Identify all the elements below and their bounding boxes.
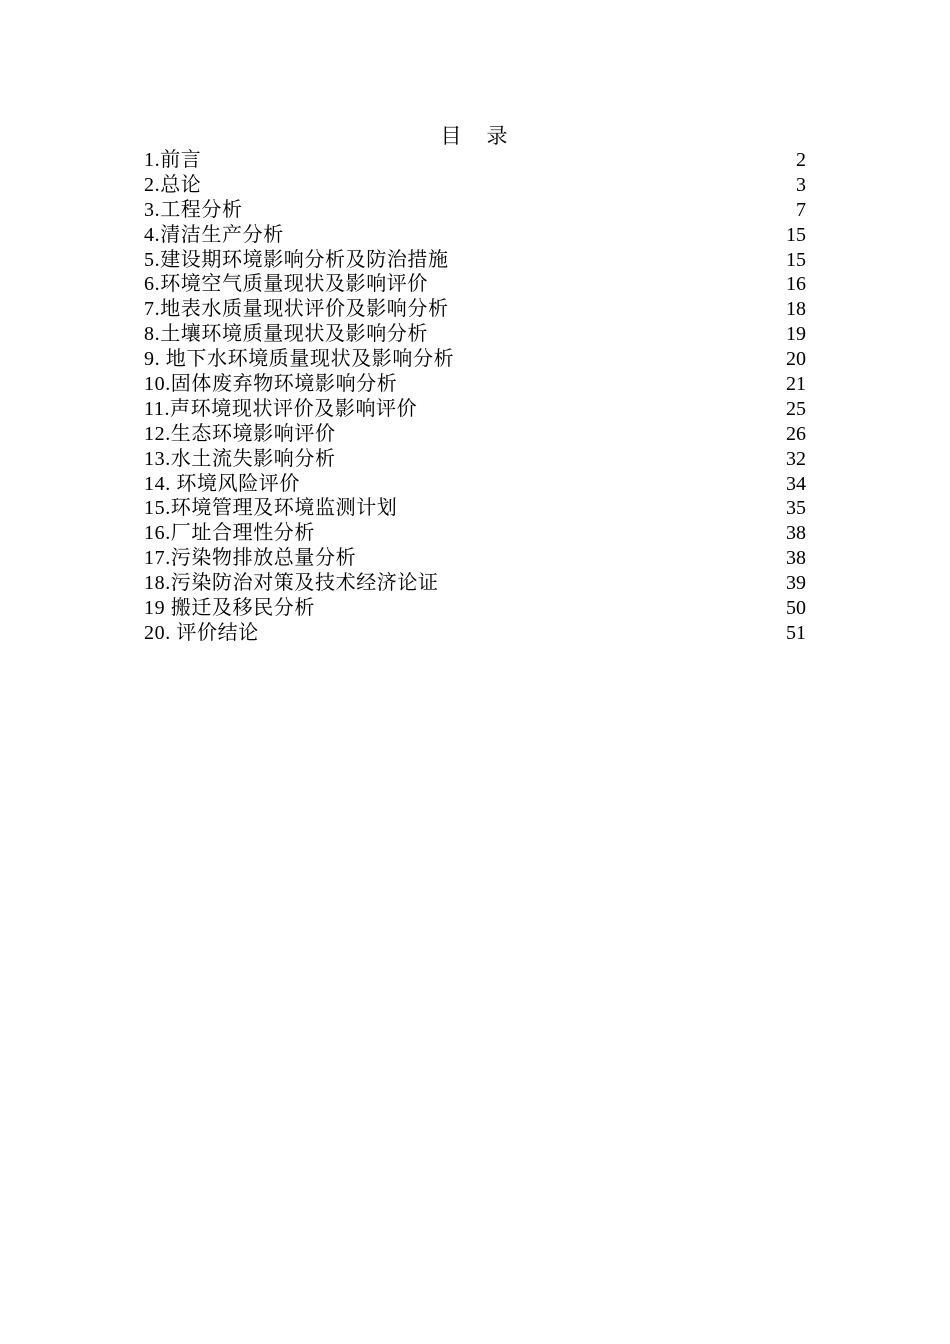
toc-entry-label: 8.土壤环境质量现状及影响分析 (144, 323, 428, 346)
toc-entry-page: 34 (786, 472, 806, 495)
toc-entry[interactable] (144, 521, 806, 546)
toc-entry[interactable] (144, 372, 806, 397)
toc-entry-label: 7.地表水质量现状评价及影响分析 (144, 298, 449, 321)
toc-entry[interactable] (144, 447, 806, 472)
toc-entry[interactable] (144, 347, 806, 372)
toc-entry-label: 12.生态环境影响评价 (144, 422, 336, 445)
toc-title: 目 录 (440, 124, 510, 148)
toc-entry-label: 13.水土流失影响分析 (144, 447, 336, 470)
toc-entry-label: 11.声环境现状评价及影响评价 (144, 397, 418, 420)
toc-entry[interactable] (144, 272, 806, 297)
toc-entry-label: 2.总论 (144, 173, 202, 196)
toc-entry-label: 10.固体废弃物环境影响分析 (144, 373, 398, 396)
toc-entry-page: 35 (786, 497, 806, 520)
toc-entry[interactable] (144, 148, 806, 173)
toc-entry-label: 19 搬迁及移民分析 (144, 597, 315, 620)
toc-entry-label: 17.污染物排放总量分析 (144, 547, 357, 570)
toc-entry-page: 39 (786, 572, 806, 595)
toc-entry[interactable] (144, 496, 806, 521)
toc-entry[interactable] (144, 223, 806, 248)
toc-entry-page: 16 (786, 273, 806, 296)
toc-entry-page: 25 (786, 397, 806, 420)
toc-entry-label: 4.清洁生产分析 (144, 223, 284, 246)
toc-entry-page: 7 (796, 198, 806, 221)
toc-entry-page: 2 (796, 149, 806, 171)
toc-entry-label: 18.污染防治对策及技术经济论证 (144, 572, 439, 595)
toc-entry-page: 15 (786, 248, 806, 271)
toc-entry-label: 6.环境空气质量现状及影响评价 (144, 273, 428, 296)
toc-entry-page: 15 (786, 223, 806, 246)
toc-entry[interactable] (144, 596, 806, 621)
toc-entry[interactable] (144, 546, 806, 571)
toc-entry-label: 15.环境管理及环境监测计划 (144, 497, 398, 520)
toc-entry[interactable] (144, 173, 806, 198)
toc-entry-label: 16.厂址合理性分析 (144, 522, 315, 545)
toc-entry-page: 3 (796, 173, 806, 196)
toc-entry[interactable] (144, 297, 806, 322)
toc-entry-label: 1.前言 (144, 149, 202, 171)
toc-entry-label: 20. 评价结论 (144, 621, 259, 644)
toc-entry-page: 51 (786, 621, 806, 644)
toc-entry-label: 3.工程分析 (144, 198, 243, 221)
toc-entry-label: 9. 地下水环境质量现状及影响分析 (144, 348, 455, 371)
toc-entry-page: 26 (786, 422, 806, 445)
toc-entry-label: 5.建设期环境影响分析及防治措施 (144, 248, 449, 271)
toc-entry-page: 50 (786, 597, 806, 620)
toc-entry-label: 14. 环境风险评价 (144, 472, 300, 495)
toc-entry[interactable] (144, 198, 806, 223)
toc-entry-page: 21 (786, 373, 806, 396)
toc-entry[interactable] (144, 571, 806, 596)
toc-entry[interactable] (144, 621, 806, 646)
toc-entry[interactable] (144, 397, 806, 422)
toc-list (144, 148, 806, 646)
toc-entry-page: 38 (786, 522, 806, 545)
toc-entry-page: 19 (786, 323, 806, 346)
toc-entry[interactable] (144, 322, 806, 347)
toc-entry-page: 32 (786, 447, 806, 470)
toc-entry-page: 18 (786, 298, 806, 321)
toc-entry-page: 38 (786, 547, 806, 570)
toc-entry[interactable] (144, 248, 806, 273)
toc-entry[interactable] (144, 422, 806, 447)
toc-entry-page: 20 (786, 348, 806, 371)
toc-entry[interactable] (144, 472, 806, 497)
